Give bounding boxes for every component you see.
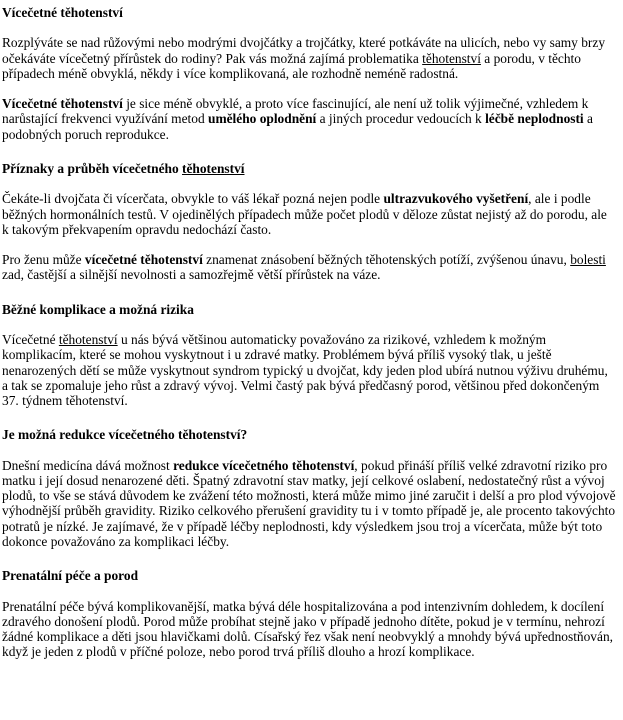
text-run: Čekáte-li dvojčata či vícerčata, obvykle to váš lékař pozná nejen podle — [2, 191, 384, 207]
text-run: Pro ženu může — [2, 252, 85, 268]
text-run: u nás bývá většinou automaticky považováno za rizikové, vzhledem k možným komplikacím, které se mohou vyskytnout i u zdravé matky. Problémem bývá příliš vysoký tlak, u ještě nenarozených dětí se může vyskytnout syndrom typický u dvojčat, kdy jeden plod ubírá nutnou výživu druhému, a tak se zpomaluje jeho růst a zdravý vývoj. Velmi častý pak bývá předčasný porod, většinou před dokončeným 37. týdnem těhotenství. — [2, 331, 608, 409]
section-komplikace — [2, 302, 616, 409]
bold-run: ultrazvukového vyšetření — [383, 191, 529, 207]
section-priznaky — [2, 161, 616, 283]
text-run: zad, častější a silnější nevolnosti a samozřejmě větší přírůstek na váze. — [2, 267, 381, 283]
section-heading — [2, 161, 616, 176]
link-tehotenstvi[interactable]: těhotenství — [182, 160, 245, 176]
paragraph — [2, 599, 616, 660]
text-run: znamenat znásobení běžných těhotenských potíží, zvýšenou únavu, — [202, 252, 571, 268]
paragraph — [2, 332, 616, 408]
paragraph — [2, 96, 616, 142]
section-heading-text: Běžné komplikace a možná rizika — [2, 301, 194, 317]
section-prenatalni — [2, 568, 616, 659]
section-redukce — [2, 427, 616, 549]
bold-run: redukce vícečetného těhotenství — [173, 457, 355, 473]
section-intro — [2, 5, 616, 142]
bold-run: Vícečetné těhotenství — [2, 96, 123, 112]
paragraph — [2, 458, 616, 550]
link-tehotenstvi[interactable]: těhotenství — [422, 50, 481, 66]
paragraph — [2, 252, 616, 283]
paragraph — [2, 35, 616, 81]
section-heading-text: Příznaky a průběh vícečetného — [2, 160, 183, 176]
text-run: a porodu, v těchto případech méně obvyklá, někdy i více komplikovaná, ale rozhodně neméně radostná. — [2, 50, 581, 81]
bold-run: vícečetné těhotenství — [84, 252, 203, 268]
text-run: Vícečetné — [2, 331, 59, 347]
section-heading — [2, 568, 616, 583]
text-run: , ale i podle běžných hormonálních testů. V ojedinělých případech může počet plodů v děloze zůstat nejistý až do porodu, ale k takovým překvapením opravdu nedochází často. — [2, 191, 607, 237]
bold-run: léčbě neplodnosti — [485, 111, 584, 127]
text-run: , pokud přináší příliš velké zdravotní riziko pro matku i její dosud nenarozené děti. Špatný zdravotní stav matky, její celkové oslabení, nedostatečný růst a vývoj plodů, to vše se stává důvodem ke zvážení této možnosti, která může mimo jiné zaručit i delší a pro plod vývojově výhodnější průběh gravidity. Riziko celkového přerušení gravidity tu i v tomto případě je, ale procento takovýchto potratů je nízké. Je zajímavé, že v případě léčby neplodnosti, kdy výsledkem jsou troj a vícerčata, může být toto dokonce považováno za komplikaci léčby. — [2, 457, 616, 550]
paragraph — [2, 191, 616, 237]
section-heading-text: Prenatální péče a porod — [2, 568, 139, 584]
text-run: a jiných procedur vedoucích k — [316, 111, 486, 127]
text-run: Prenatální péče bývá komplikovanější, matka bývá déle hospitalizována a pod intenzivním dohledem, k docílení zdravého donošení plodů. Porod může probíhat stejně jako v případě jednoho dítěte, pokud je v termínu, nehrozí žádné komplikace a děti jsou hlavičkami dolů. Císařský řez však není neobvyklý a mnohdy bývá upřednostňován, když je jeden z plodů v příčné poloze, nebo porod trvá příliš dlouho a hrozí komplikace. — [2, 598, 613, 660]
link-tehotenstvi[interactable]: těhotenství — [58, 331, 118, 347]
text-run: Rozplýváte se nad růžovými nebo modrými dvojčátky a trojčátky, které potkáváte na ulicích, nebo vy samy brzy očekáváte vícečetný přírůstek do rodiny? Pak vás možná zajímá problematika — [2, 35, 606, 66]
text-run: Dnešní medicína dává možnost — [2, 457, 174, 473]
text-run: a podobných poruch reprodukce. — [2, 111, 593, 142]
section-heading — [2, 427, 616, 442]
section-heading — [2, 302, 616, 317]
section-heading-text: Je možná redukce vícečetného těhotenství? — [2, 427, 248, 443]
page-title-text: Vícečetné těhotenství — [2, 5, 123, 20]
link-bolesti[interactable]: bolesti — [570, 252, 606, 268]
text-run: je sice méně obvyklé, a proto více fascinující, ale není už tolik výjimečné, vzhledem k narůstající frekvenci využívání metod — [2, 96, 589, 127]
bold-run: umělého oplodnění — [208, 111, 317, 127]
page-title — [2, 5, 616, 20]
